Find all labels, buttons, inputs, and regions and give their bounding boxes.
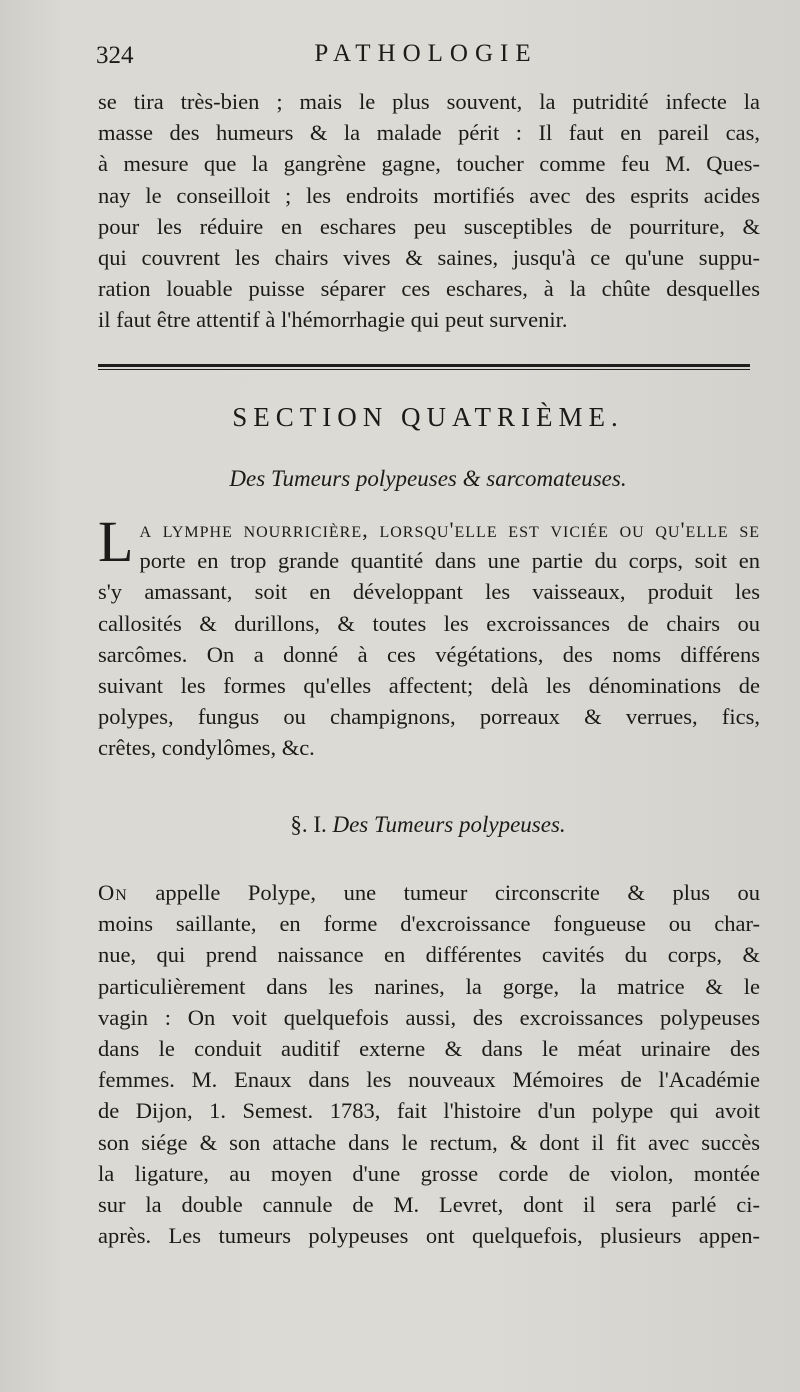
text-line: ration louable puisse séparer ces eschares, à la chûte desquelles <box>98 276 760 302</box>
text-line: polypes, fungus ou champignons, porreaux & verrues, fics, <box>98 704 760 730</box>
paragraph-heading <box>96 812 760 838</box>
section-subtitle: Des Tumeurs polypeuses & sarcomateuses. <box>229 466 627 491</box>
text-line <box>98 514 760 545</box>
text-line: de Dijon, 1. Semest. 1783, fait l'histoire d'un polype qui avoit <box>98 1098 760 1124</box>
running-title: PATHOLOGIE <box>314 40 538 67</box>
text-line <box>98 877 760 908</box>
top-paragraph <box>98 86 760 336</box>
section-title: SECTION QUATRIÈME. <box>232 402 624 432</box>
text-line: sur la double cannule de M. Levret, dont il sera parlé ci- <box>98 1192 760 1218</box>
page-header <box>96 40 756 80</box>
text-line: sarcômes. On a donné à ces végétations, des noms différens <box>98 641 760 667</box>
intro-paragraph <box>98 509 760 764</box>
text-line: dans le conduit auditif externe & dans le méat urinaire des <box>98 1036 760 1062</box>
text-line: femmes. M. Enaux dans les nouveaux Mémoires de l'Académie <box>98 1067 760 1093</box>
text-line: vagin : On voit quelquefois aussi, des excroissances polypeuses <box>98 1004 760 1030</box>
text-line-content: appelle Polype, une tumeur circonscrite & plus ou <box>155 880 761 905</box>
text-line: nue, qui prend naissance en différentes cavités du corps, & <box>98 942 760 968</box>
text-line: callosités & durillons, & toutes les excroissances de chairs ou <box>98 610 760 636</box>
text-line: porte en trop grande quantité dans une partie du corps, soit en <box>139 548 760 574</box>
lead-word: On <box>98 880 128 905</box>
text-line: à mesure que la gangrène gagne, toucher comme feu M. Ques- <box>98 151 760 177</box>
text-line: son siége & son attache dans le rectum, & dont il fit avec succès <box>98 1129 760 1155</box>
drop-cap: L <box>98 509 134 574</box>
polype-paragraph <box>98 877 760 1251</box>
text-line: moins saillante, en forme d'excroissance fongueuse ou char- <box>98 911 760 937</box>
text-line: particulièrement dans les narines, la gorge, la matrice & le <box>98 973 760 999</box>
text-line: se tira très-bien ; mais le plus souvent, la putridité infecte la <box>98 89 760 114</box>
text-line: qui couvrent les chairs vives & saines, jusqu'à ce qu'une suppu- <box>98 245 760 271</box>
text-line: après. Les tumeurs polypeuses ont quelquefois, plusieurs appen- <box>98 1223 760 1249</box>
text-line: masse des humeurs & la malade périt : Il faut en pareil cas, <box>98 120 760 146</box>
text-line: pour les réduire en eschares peu susceptibles de pourriture, & <box>98 213 760 239</box>
text-line: suivant les formes qu'elles affectent; delà les dénominations de <box>98 673 760 699</box>
text-line: s'y amassant, soit en développant les vaisseaux, produit les <box>98 579 760 605</box>
text-line-content: a lymphe nourricière, lorsqu'elle est viciée ou qu'elle se <box>139 517 760 542</box>
text-line: il faut être attentif à l'hémorrhagie qui peut survenir. <box>98 307 568 333</box>
section-divider <box>98 364 750 370</box>
page-number: 324 <box>96 42 134 69</box>
text-line: nay le conseilloit ; les endroits mortifiés avec des esprits acides <box>98 182 760 208</box>
text-line: la ligature, au moyen d'une grosse corde de violon, montée <box>98 1160 760 1186</box>
text-line: crêtes, condylômes, &c. <box>98 735 315 761</box>
paragraph-number: §. I. <box>290 812 327 837</box>
paragraph-heading-title: Des Tumeurs polypeuses. <box>332 812 566 837</box>
